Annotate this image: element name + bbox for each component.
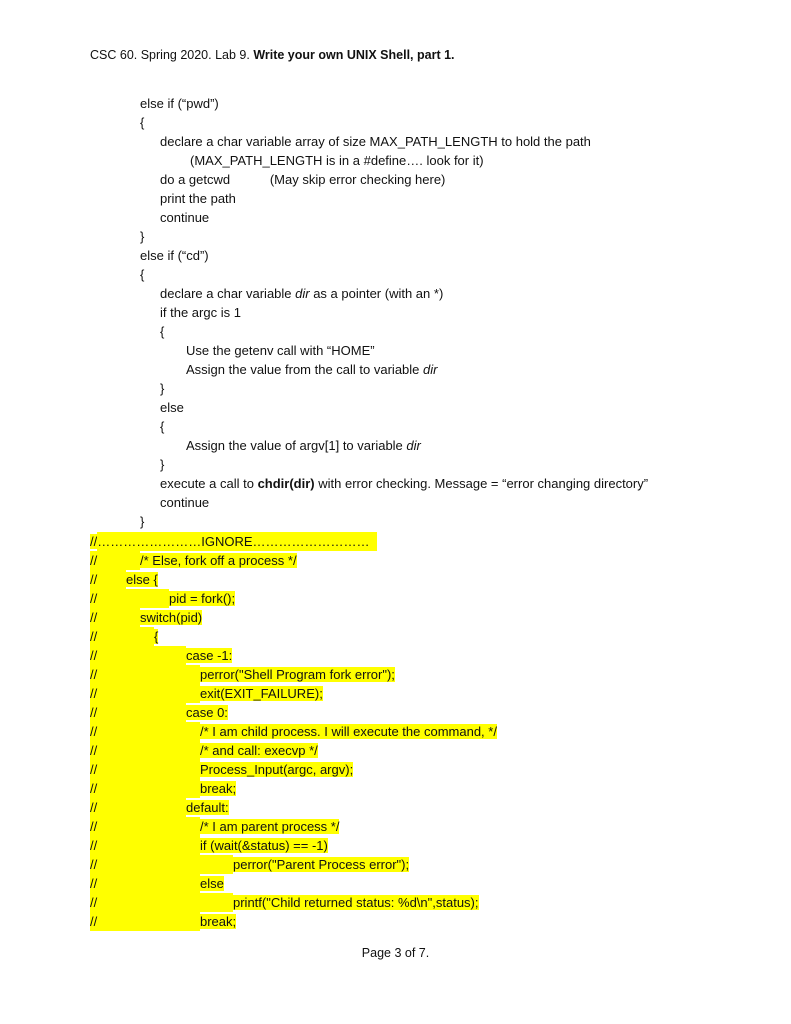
comment-line <box>90 646 232 665</box>
text-segment: with error checking. Message = “error changing directory” <box>314 476 649 491</box>
code-line: { <box>140 267 145 282</box>
code-line <box>186 361 437 379</box>
italic-term: dir <box>295 286 310 301</box>
comment-text: else { <box>126 572 158 587</box>
comment-line <box>90 893 479 912</box>
comment-line <box>90 627 158 646</box>
code-line: { <box>160 324 165 339</box>
text-segment: Assign the value of argv[1] to variable <box>186 438 407 453</box>
comment-prefix: // <box>90 551 140 570</box>
comment-prefix: // <box>90 779 200 798</box>
text-segment: execute a call to <box>160 476 258 491</box>
code-line: } <box>160 457 165 472</box>
comment-prefix: // <box>90 741 200 760</box>
comment-prefix: // <box>90 722 200 741</box>
comment-prefix: // <box>90 570 126 589</box>
comment-text: switch(pid) <box>140 610 203 625</box>
comment-line <box>90 836 328 855</box>
code-line <box>160 475 648 493</box>
comment-text: else <box>200 876 224 891</box>
code-line: Use the getenv call with “HOME” <box>186 343 375 358</box>
comment-prefix: // <box>90 874 200 893</box>
code-line: print the path <box>160 191 236 206</box>
comment-line <box>90 665 395 684</box>
comment-text: Process_Input(argc, argv); <box>200 762 354 777</box>
comment-text: case -1: <box>186 648 233 663</box>
comment-line <box>90 798 229 817</box>
comment-prefix: // <box>90 684 200 703</box>
comment-line <box>90 741 318 760</box>
italic-term: dir <box>406 438 421 453</box>
italic-term: dir <box>423 362 438 377</box>
comment-prefix: // <box>90 703 186 722</box>
comment-prefix: // <box>90 893 233 912</box>
comment-text: perror("Parent Process error"); <box>233 857 410 872</box>
code-line: if the argc is 1 <box>160 305 241 320</box>
comment-prefix: // <box>90 855 233 874</box>
code-line: } <box>160 381 165 396</box>
text-segment: declare a char variable <box>160 286 296 301</box>
comment-text: if (wait(&status) == -1) <box>200 838 328 853</box>
page-number: Page 3 of 7. <box>361 946 430 960</box>
comment-prefix: // <box>90 665 200 684</box>
code-line: (MAX_PATH_LENGTH is in a #define…. look for it) <box>190 153 484 168</box>
comment-text: perror("Shell Program fork error"); <box>200 667 395 682</box>
comment-line <box>90 760 353 779</box>
code-line: { <box>160 419 165 434</box>
course-info: CSC 60. Spring 2020. Lab 9. <box>90 48 250 62</box>
comment-text: /* and call: execvp */ <box>200 743 318 758</box>
comment-text: default: <box>186 800 229 815</box>
comment-prefix: // <box>90 760 200 779</box>
code-line: } <box>140 514 145 529</box>
comment-line <box>90 589 235 608</box>
comment-prefix: // <box>90 817 200 836</box>
bold-term: chdir(dir) <box>257 476 315 491</box>
comment-text: /* Else, fork off a process */ <box>140 553 297 568</box>
comment-text: /* I am parent process */ <box>200 819 340 834</box>
comment-line <box>90 532 377 551</box>
code-line <box>186 437 421 455</box>
code-line <box>160 285 443 303</box>
comment-prefix: // <box>90 798 186 817</box>
comment-text: printf("Child returned status: %d\n",status); <box>233 895 479 910</box>
comment-line <box>90 855 409 874</box>
comment-text: pid = fork(); <box>169 591 236 606</box>
code-line: { <box>140 115 145 130</box>
comment-prefix: // <box>90 589 169 608</box>
text-segment: as a pointer (with an *) <box>309 286 444 301</box>
comment-prefix: // <box>90 608 140 627</box>
comment-line <box>90 817 339 836</box>
comment-text: case 0: <box>186 705 228 720</box>
comment-prefix: // <box>90 646 186 665</box>
comment-prefix: // <box>90 534 98 549</box>
comment-text: break; <box>200 781 237 796</box>
comment-text: /* I am child process. I will execute the command, */ <box>200 724 497 739</box>
code-line: do a getcwd (May skip error checking here) <box>160 172 446 187</box>
code-line: else if (“cd”) <box>140 248 209 263</box>
comment-text: ……………………IGNORE……………………… <box>97 532 377 551</box>
code-line: else if (“pwd”) <box>140 96 219 111</box>
comment-line <box>90 779 236 798</box>
lab-title: Write your own UNIX Shell, part 1. <box>253 48 455 62</box>
comment-line <box>90 608 202 627</box>
comment-line <box>90 874 224 893</box>
code-line: } <box>140 229 145 244</box>
page-header <box>90 48 455 62</box>
comment-prefix: // <box>90 627 154 646</box>
comment-text: exit(EXIT_FAILURE); <box>200 686 323 701</box>
comment-prefix: // <box>90 912 200 931</box>
comment-text: break; <box>200 914 237 929</box>
comment-text: { <box>154 629 159 644</box>
comment-line <box>90 684 323 703</box>
comment-line <box>90 551 297 570</box>
comment-line <box>90 570 158 589</box>
text-segment: Assign the value from the call to variable <box>186 362 424 377</box>
code-line: continue <box>160 495 210 510</box>
code-line: else <box>160 400 184 415</box>
code-line: declare a char variable array of size MAX_PATH_LENGTH to hold the path <box>160 134 591 149</box>
comment-line <box>90 703 228 722</box>
comment-line <box>90 912 236 931</box>
code-line: continue <box>160 210 210 225</box>
comment-prefix: // <box>90 836 200 855</box>
comment-line <box>90 722 497 741</box>
